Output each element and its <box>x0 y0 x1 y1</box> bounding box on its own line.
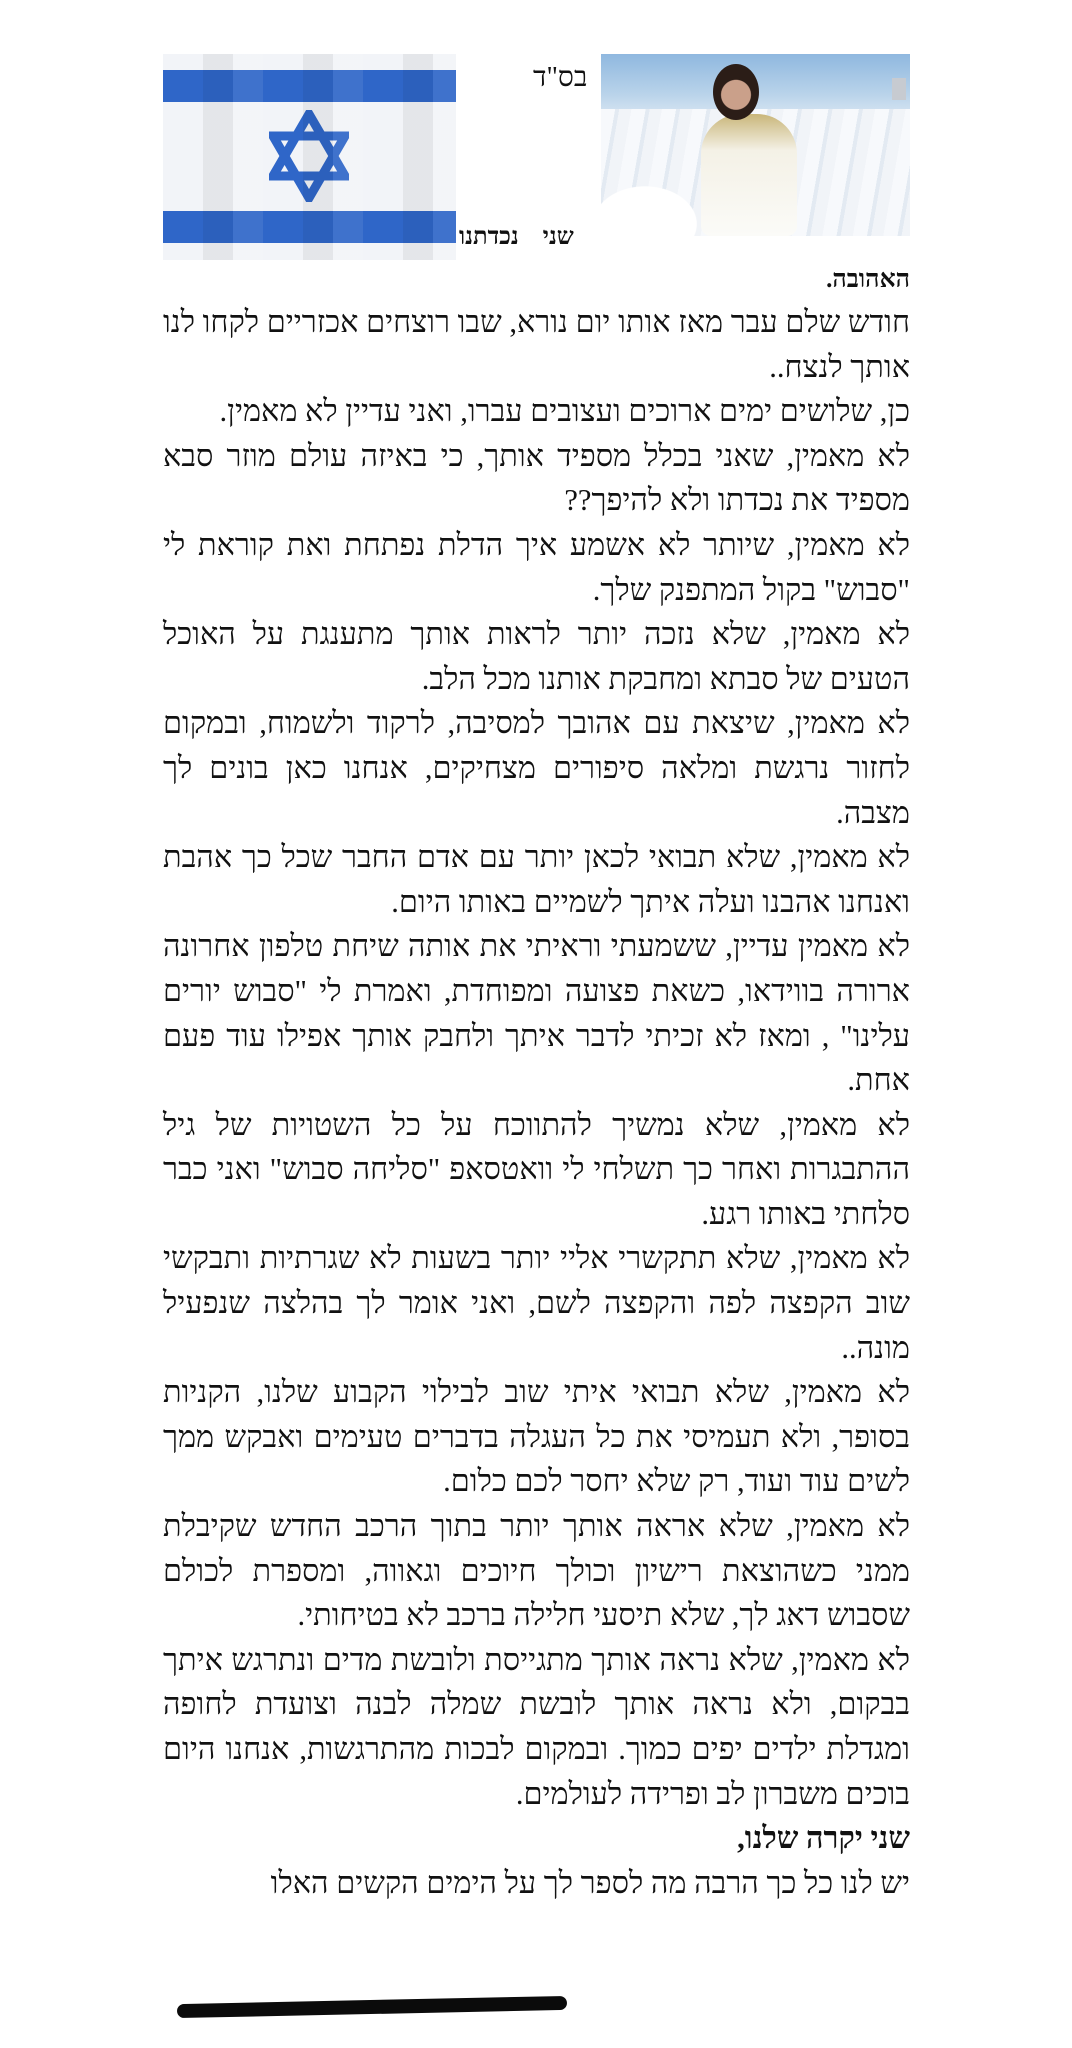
last-line: יש לנו כל כך הרבה מה לספר לך על הימים הקשים האלו <box>270 1865 910 1900</box>
letter-opening: האהובה. <box>826 266 910 293</box>
paragraph: לא מאמין, שלא נזכה יותר לראות אותך מתענגת על האוכל הטעים של סבתא ומחבקת אותנו מכל הלב. <box>163 617 910 696</box>
person-body <box>701 114 797 236</box>
redaction-scribble <box>177 1996 567 2018</box>
header-names: שני נכדתנו <box>459 224 574 250</box>
paragraph: לא מאמין עדיין, ששמעתי וראיתי את אותה שיחת טלפון אחרונה ארורה בווידאו, כשאת פצועה ומפוחדת, ואמרת לי "סבוש יורים עלינו" , ומאז לא זכיתי לדבר איתך ולחבק אותך אפילו עוד פעם אחת. <box>163 929 910 1098</box>
letter-body <box>163 260 910 1905</box>
person-head <box>713 64 759 120</box>
flag-shading <box>163 54 456 260</box>
bsd-label: בס"ד <box>533 62 588 93</box>
paragraph: לא מאמין, שלא נראה אותך מתגייסת ולובשת מדים ונתרגש איתך בבקום, ולא נראה אותך לובשת שמלה לבנה וצועדת לחופה ומגדלת ילדים יפים כמוך. ובמקום לבכות מהתרגשות, אנחנו היום בוכים משברון לב ופרידה לעולמים. <box>163 1642 910 1811</box>
paragraph: כן, שלושים ימים ארוכים ועצובים עברו, ואני עדיין לא מאמין. <box>219 394 910 429</box>
paragraph: חודש שלם עבר מאז אותו יום נורא, שבו רוצחים אכזריים לקחו לנו אותך לנצח.. <box>163 305 910 384</box>
paragraph: לא מאמין, שיצאת עם אהובך למסיבה, לרקוד ולשמוח, ובמקום לחזור נרגשת ומלאה סיפורים מצחיקים, אנחנו כאן בונים לך מצבה. <box>163 706 910 830</box>
paragraph: לא מאמין, שלא תבואי איתי שוב לבילוי הקבוע שלנו, הקניות בסופר, ולא תעמיסי את כל העגלה בדברים טעימים ואבקש ממך לשים עוד ועוד, רק שלא יחסר לכם כלום. <box>163 1375 910 1499</box>
paragraph: לא מאמין, שלא תתקשרי אליי יותר בשעות לא שגרתיות ותבקשי שוב הקפצה לפה והקפצה לשם, ואני אומר לך בהלצה שנפעיל מונה.. <box>163 1241 910 1365</box>
paragraph: לא מאמין, שלא אראה אותך יותר בתוך הרכב החדש שקיבלת ממני כשהוצאת רישיון וכולך חיוכים וגאווה, ומספרת לכולם שסבוש דאג לך, שלא תיסעי חלילה ברכב לא בטיחותי. <box>163 1509 910 1633</box>
closing-heading: שני יקרה שלנו, <box>737 1821 910 1856</box>
israel-flag <box>163 54 456 260</box>
snow-foreground <box>601 176 711 236</box>
paragraph: לא מאמין, שאני בכלל מספיד אותך, כי באיזה עולם מוזר סבא מספיד את נכדתו ולא להיפך?? <box>163 438 910 518</box>
letter-page <box>163 54 910 1905</box>
memorial-photo <box>601 54 910 236</box>
letter-header <box>163 54 910 260</box>
paragraph: לא מאמין, שלא תבואי לכאן יותר עם אדם החבר שכל כך אהבת ואנחנו אהבנו ועלה איתך לשמיים באותו היום. <box>163 840 910 919</box>
paragraph: לא מאמין, שיותר לא אשמע איך הדלת נפתחת ואת קוראת לי "סבוש" בקול המתפנק שלך. <box>163 527 910 607</box>
paragraph: לא מאמין, שלא נמשיך להתווכח על כל השטויות של גיל ההתבגרות ואחר כך תשלחי לי וואטסאפ "סליחה סבוש" ואני כבר סלחתי באותו רגע. <box>163 1107 910 1231</box>
background-hut <box>892 78 906 100</box>
